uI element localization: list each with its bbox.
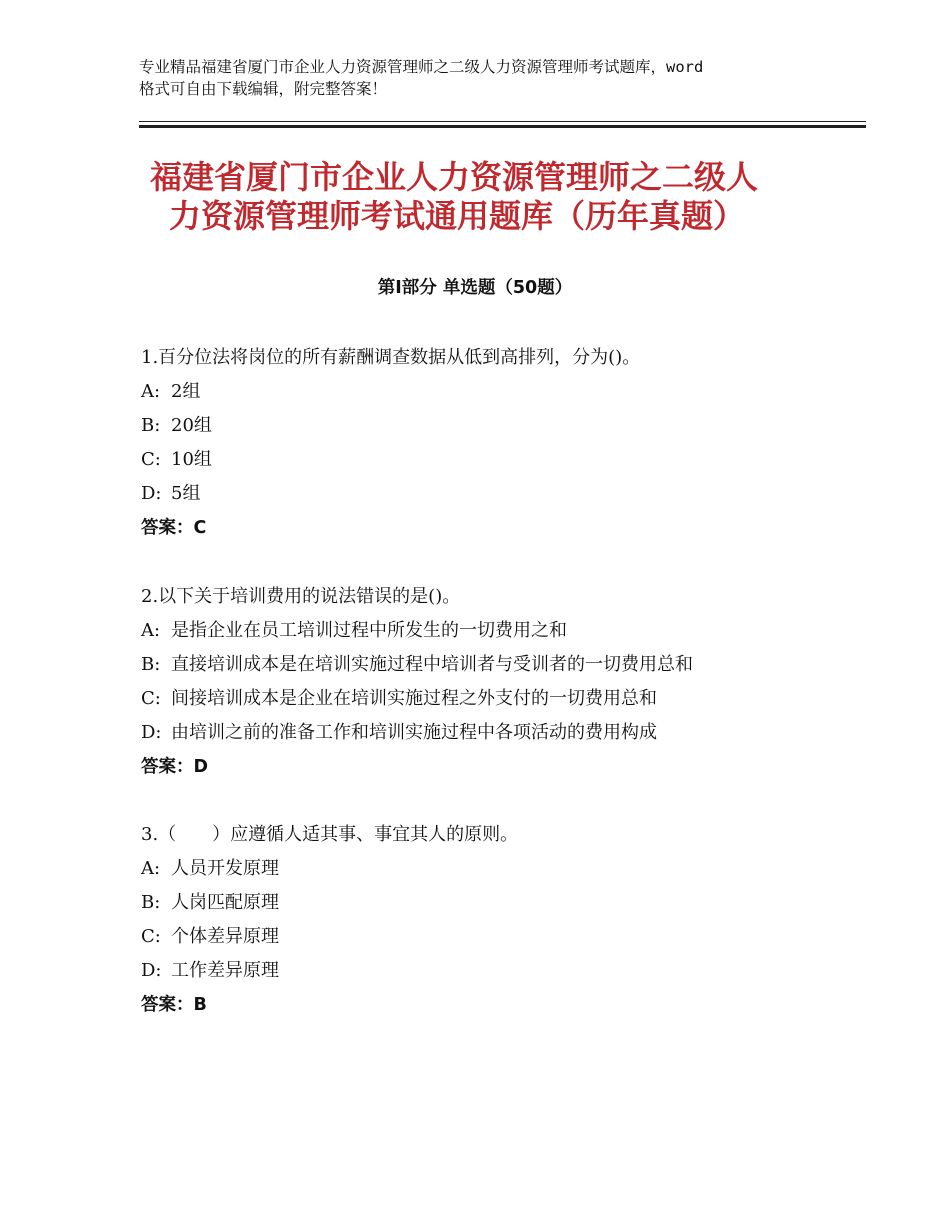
- option-text: 直接培训成本是在培训实施过程中培训者与受训者的一切费用总和: [171, 654, 693, 675]
- option-letter: A:: [141, 381, 161, 402]
- option-text: 人岗匹配原理: [171, 892, 279, 913]
- option-letter: A:: [141, 620, 161, 641]
- option-letter: D:: [141, 960, 162, 981]
- option-text: 工作差异原理: [171, 960, 279, 981]
- answer-line: 答案：C: [141, 518, 207, 538]
- question-2: [141, 580, 861, 784]
- option-c: [141, 443, 861, 477]
- option-text: 是指企业在员工培训过程中所发生的一切费用之和: [171, 620, 567, 641]
- option-letter: D:: [141, 722, 162, 743]
- option-letter: B:: [141, 654, 161, 675]
- option-text: 20组: [171, 415, 212, 436]
- header-note-line-1: 专业精品福建省厦门市企业人力资源管理师之二级人力资源管理师考试题库，word: [139, 58, 704, 76]
- option-text: 5组: [171, 483, 201, 504]
- question-stem: 2.以下关于培训费用的说法错误的是()。: [141, 586, 461, 607]
- question-stem: 1.百分位法将岗位的所有薪酬调查数据从低到高排列，分为()。: [141, 347, 641, 368]
- option-d: [141, 477, 861, 511]
- header-divider-thick: [139, 125, 866, 128]
- option-letter: A:: [141, 858, 161, 879]
- option-b: [141, 409, 861, 443]
- document-title: [150, 158, 830, 236]
- header-divider-thin: [139, 121, 866, 122]
- document-title-line-2: 力资源管理师考试通用题库（历年真题）: [169, 197, 746, 235]
- question-1: [141, 341, 861, 545]
- section-heading: 第Ⅰ部分 单选题（50题）: [377, 278, 573, 298]
- header-note: [139, 56, 839, 100]
- option-b: [141, 648, 861, 682]
- answer-line: 答案：D: [141, 757, 209, 777]
- answer-line: 答案：B: [141, 995, 207, 1015]
- option-letter: C:: [141, 449, 161, 470]
- option-text: 间接培训成本是企业在培训实施过程之外支付的一切费用总和: [171, 688, 657, 709]
- option-d: [141, 954, 861, 988]
- option-letter: D:: [141, 483, 162, 504]
- option-a: [141, 614, 861, 648]
- option-letter: B:: [141, 892, 161, 913]
- document-title-line-1: 福建省厦门市企业人力资源管理师之二级人: [150, 158, 759, 196]
- option-text: 个体差异原理: [171, 926, 279, 947]
- option-letter: B:: [141, 415, 161, 436]
- option-text: 2组: [171, 381, 201, 402]
- question-3: [141, 818, 861, 1022]
- option-d: [141, 716, 861, 750]
- option-c: [141, 682, 861, 716]
- option-letter: C:: [141, 926, 161, 947]
- header-note-line-2: 格式可自由下载编辑，附完整答案！: [139, 80, 388, 98]
- question-stem: 3.（ ）应遵循人适其事、事宜其人的原则。: [141, 824, 519, 845]
- option-a: [141, 375, 861, 409]
- option-b: [141, 886, 861, 920]
- option-text: 10组: [171, 449, 212, 470]
- option-text: 由培训之前的准备工作和培训实施过程中各项活动的费用构成: [171, 722, 657, 743]
- option-letter: C:: [141, 688, 161, 709]
- option-a: [141, 852, 861, 886]
- option-text: 人员开发原理: [171, 858, 279, 879]
- option-c: [141, 920, 861, 954]
